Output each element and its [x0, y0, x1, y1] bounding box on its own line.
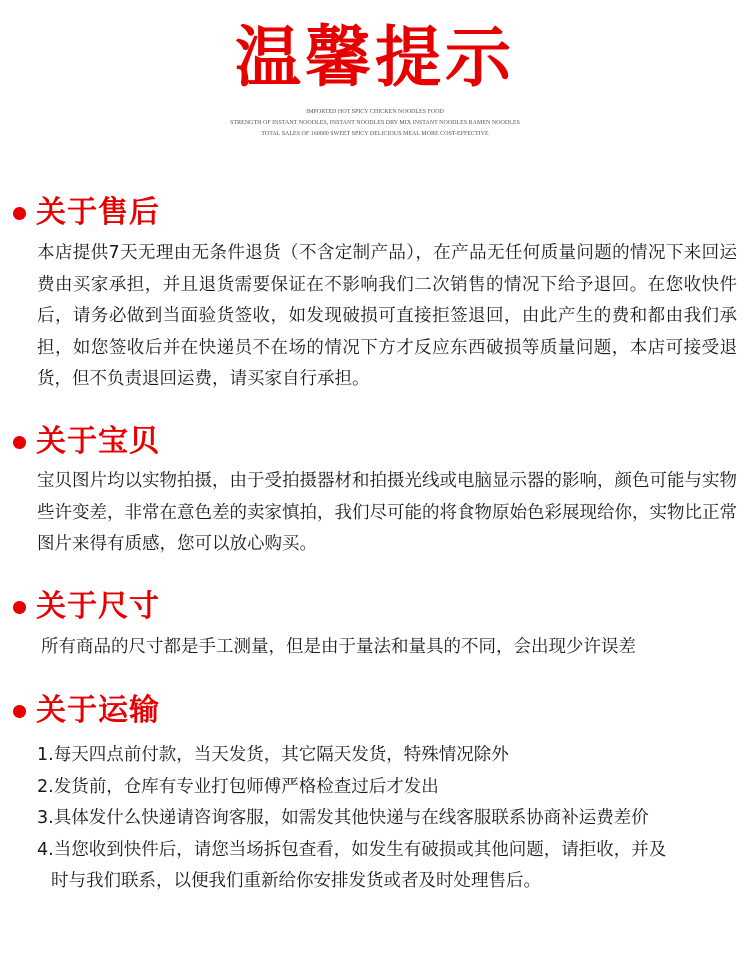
- page-subtitle: [0, 107, 750, 140]
- section-heading: [13, 422, 160, 462]
- bullet-dot-icon: [13, 705, 26, 718]
- section-title: 关于售后: [36, 195, 160, 230]
- subtitle-line: TOTAL SALES OF 160000 SWEET SPICY DELICIOUS MEAL MORE COST-EFFECTIVE: [261, 131, 489, 137]
- list-item: 3.具体发什么快递请咨询客服，如需发其他快递与在线客服联系协商补运费差价: [37, 808, 649, 828]
- section-title: 关于宝贝: [36, 424, 160, 459]
- section-title: 关于运输: [36, 693, 160, 728]
- section-text: 本店提供7天无理由无条件退货（不含定制产品），在产品无任何质量问题的情况下来回运费由买家承担，并且退货需要保证在不影响我们二次销售的情况下给予退回。在您收快件后，请务必做到当面验货签收，如发现破损可直接拒签退回，由此产生的费和都由我们承担，如您签收后并在快递员不在场的情况下方才反应东西破损等质量问题，本店可接受退货，但不负责退回运费，请买家自行承担。: [37, 243, 737, 389]
- section-text: 宝贝图片均以实物拍摄，由于受拍摄器材和拍摄光线或电脑显示器的影响，颜色可能与实物些许变差，非常在意色差的卖家慎拍，我们尽可能的将食物原始色彩展现给你，实物比正常图片来得有质感，您可以放心购买。: [37, 471, 737, 554]
- subtitle-line: IMPORTED HOT SPICY CHICKEN NOODLES FOOD: [306, 109, 444, 115]
- bullet-dot-icon: [13, 436, 26, 449]
- bullet-dot-icon: [13, 207, 26, 220]
- bullet-dot-icon: [13, 601, 26, 614]
- section-heading: [13, 587, 160, 627]
- list-item: 时与我们联系，以便我们重新给你安排发货或者及时处理售后。: [51, 871, 541, 891]
- section-heading: [13, 193, 160, 233]
- list-item: 1.每天四点前付款，当天发货，其它隔天发货，特殊情况除外: [37, 745, 509, 765]
- section-heading: [13, 691, 160, 731]
- section-title: 关于尺寸: [36, 589, 160, 624]
- list-item: 4.当您收到快件后，请您当场拆包查看，如发生有破损或其他问题，请拒收，并及: [37, 839, 667, 860]
- list-item: 2.发货前，仓库有专业打包师傅严格检查过后才发出: [37, 776, 439, 797]
- page-title: 温馨提示: [235, 19, 515, 96]
- subtitle-line: STRENGTH OF INSTANT NOODLES, INSTANT NOODLES DRY MIX INSTANT NOODLES RAMEN NOODLES: [230, 120, 520, 126]
- shipping-list: [37, 740, 737, 898]
- section-text: 所有商品的尺寸都是手工测量，但是由于量法和量具的不同，会出现少许误差: [41, 637, 636, 657]
